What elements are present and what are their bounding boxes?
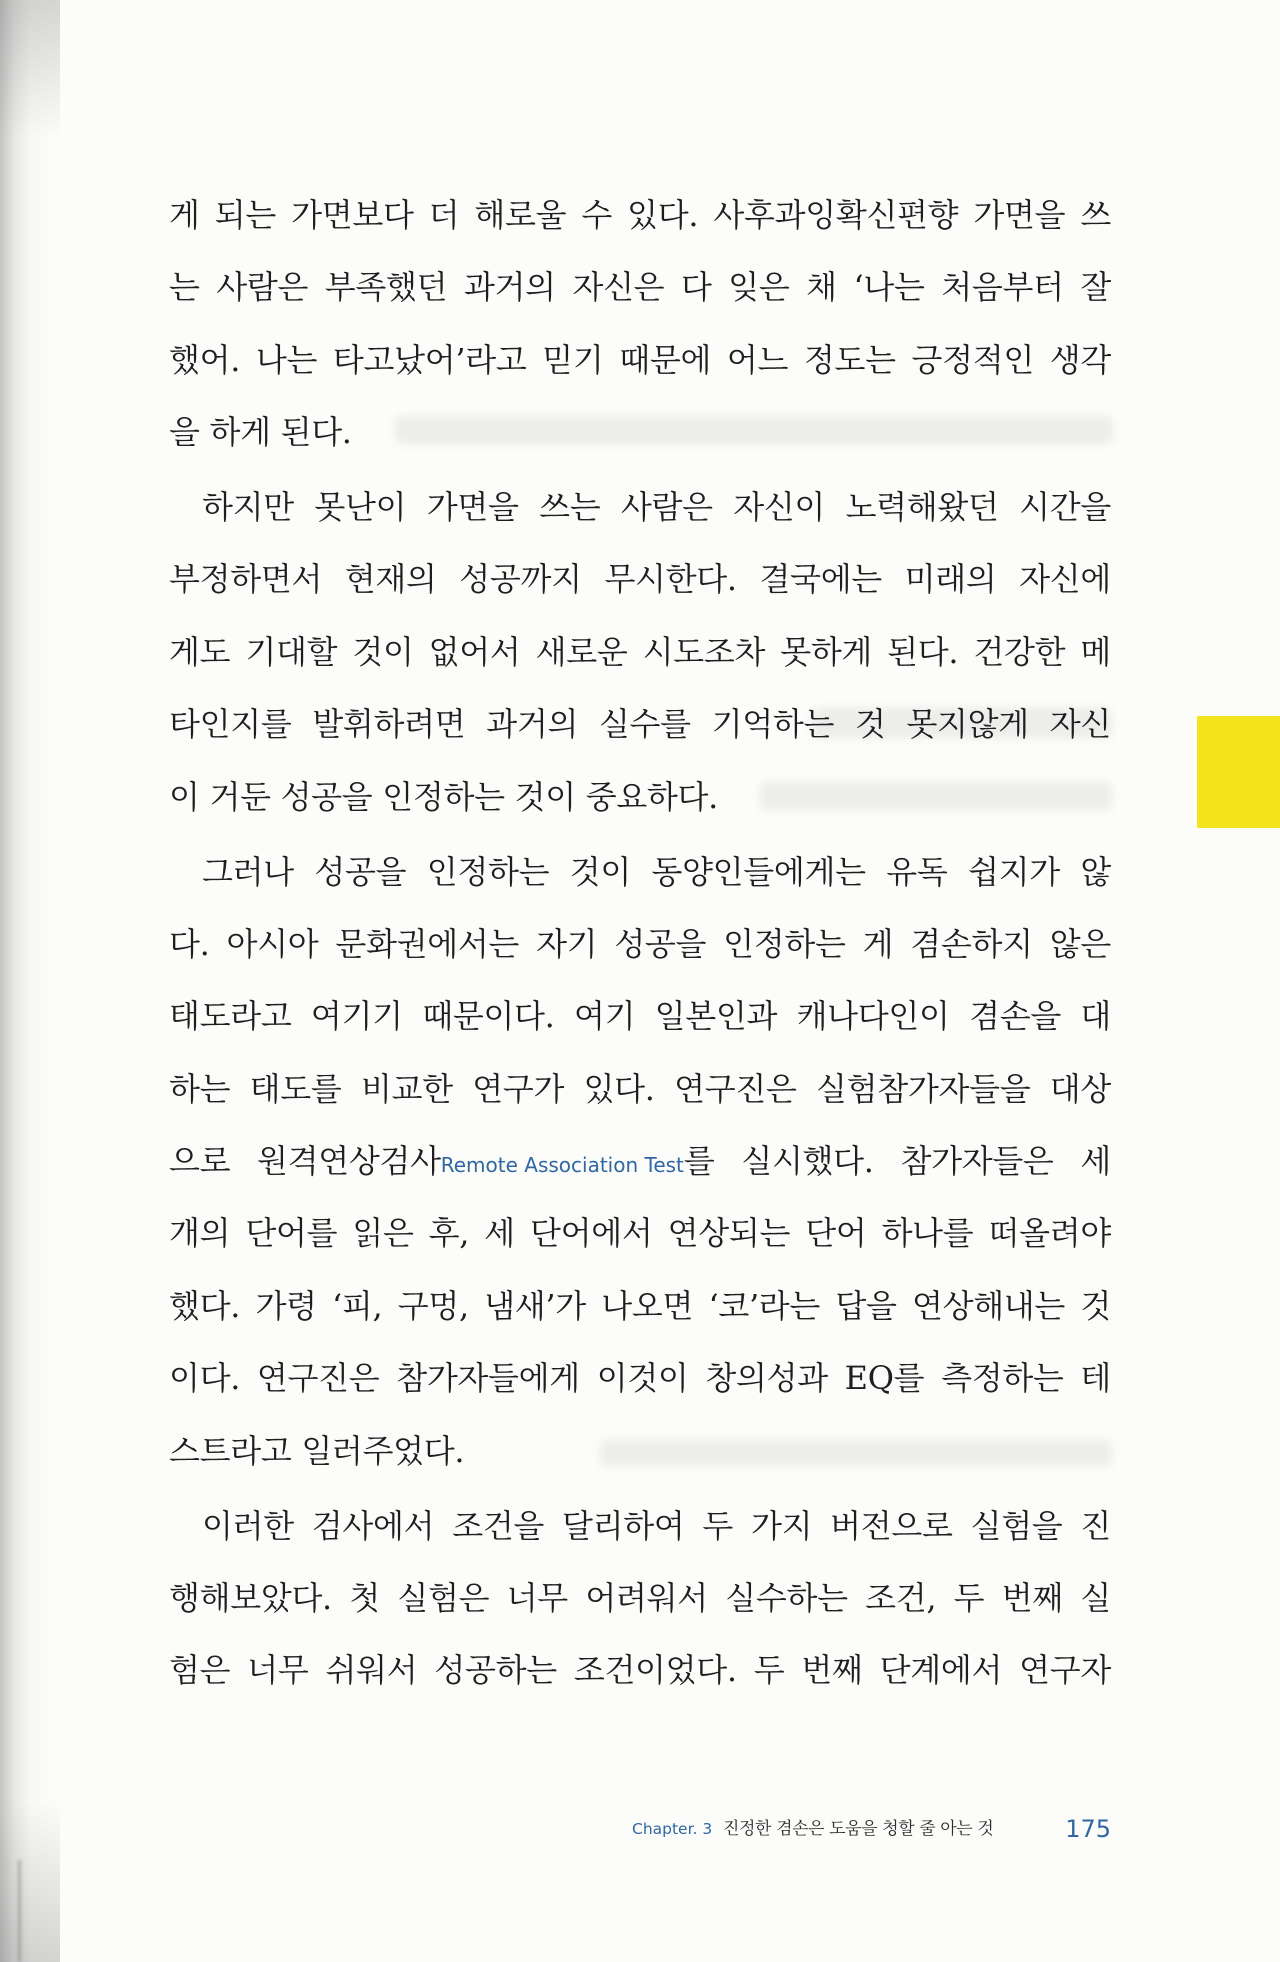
text-line: 하는 태도를 비교한 연구가 있다. 연구진은 실험참가자들을 대상: [169, 1069, 1111, 1108]
text-line: 스트라고 일러주었다.: [169, 1431, 465, 1470]
text-line: 이러한 검사에서 조건을 달리하여 두 가지 버전으로 실험을 진: [202, 1506, 1111, 1545]
text-line: 그러나 성공을 인정하는 것이 동양인들에게는 유독 쉽지가 않: [202, 852, 1111, 891]
text-line: 부정하면서 현재의 성공까지 무시한다. 결국에는 미래의 자신에: [169, 560, 1111, 599]
running-footer-chapter-title: 진정한 겸손은 도움을 청할 줄 아는 것: [723, 1819, 994, 1839]
text-line: 행해보았다. 첫 실험은 너무 어려워서 실수하는 조건, 두 번째 실: [169, 1578, 1111, 1617]
text-line: 다. 아시아 문화권에서는 자기 성공을 인정하는 게 겸손하지 않은: [169, 924, 1111, 963]
text-line: 타인지를 발휘하려면 과거의 실수를 기억하는 것 못지않게 자신: [169, 705, 1111, 744]
text-line: 게도 기대할 것이 없어서 새로운 시도조차 못하게 된다. 건강한 메: [169, 632, 1111, 671]
text-line: [169, 1125, 1111, 1197]
text-line: 이다. 연구진은 참가자들에게 이것이 창의성과 EQ를 측정하는 테: [169, 1359, 1111, 1398]
text-line: 개의 단어를 읽은 후, 세 단어에서 연상되는 단어 하나를 떠올려야: [169, 1214, 1111, 1253]
page-number: 175: [1065, 1815, 1111, 1843]
page-binding-crease: [18, 1860, 21, 1962]
paragraph: [169, 836, 1111, 1488]
text-line: 하지만 못난이 가면을 쓰는 사람은 자신이 노력해왔던 시간을: [202, 488, 1111, 527]
body-text: [169, 179, 1111, 1707]
paragraph: [169, 179, 1111, 469]
english-term: Remote Association Test: [440, 1153, 684, 1178]
text-line: 는 사람은 부족했던 과거의 자신은 다 잊은 채 ‘나는 처음부터 잘: [169, 268, 1111, 307]
text-line: 태도라고 여기기 때문이다. 여기 일본인과 캐나다인이 겸손을 대: [169, 997, 1111, 1036]
text-line: 을 하게 된다.: [169, 413, 352, 452]
text-line: 게 되는 가면보다 더 해로울 수 있다. 사후과잉확신편향 가면을 쓰: [169, 196, 1111, 234]
text-line: 했다. 가령 ‘피, 구멍, 냄새’가 나오면 ‘코’라는 답을 연상해내는 것: [169, 1286, 1111, 1325]
page-binding-shadow: [0, 0, 60, 1962]
text-line: 이 거둔 성공을 인정하는 것이 중요하다.: [169, 777, 719, 816]
paragraph: [169, 471, 1111, 833]
text-line: 험은 너무 쉬워서 성공하는 조건이었다. 두 번째 단계에서 연구자: [169, 1651, 1111, 1690]
text-segment: 를 실시했다. 참가자들은 세: [683, 1142, 1111, 1181]
running-footer-chapter-label: Chapter. 3: [632, 1820, 713, 1838]
paragraph: [169, 1490, 1111, 1707]
text-segment: 으로 원격연상검사: [169, 1142, 441, 1181]
yellow-index-tab: [1197, 716, 1280, 828]
text-line: 했어. 나는 타고났어’라고 믿기 때문에 어느 정도는 긍정적인 생각: [169, 340, 1111, 379]
